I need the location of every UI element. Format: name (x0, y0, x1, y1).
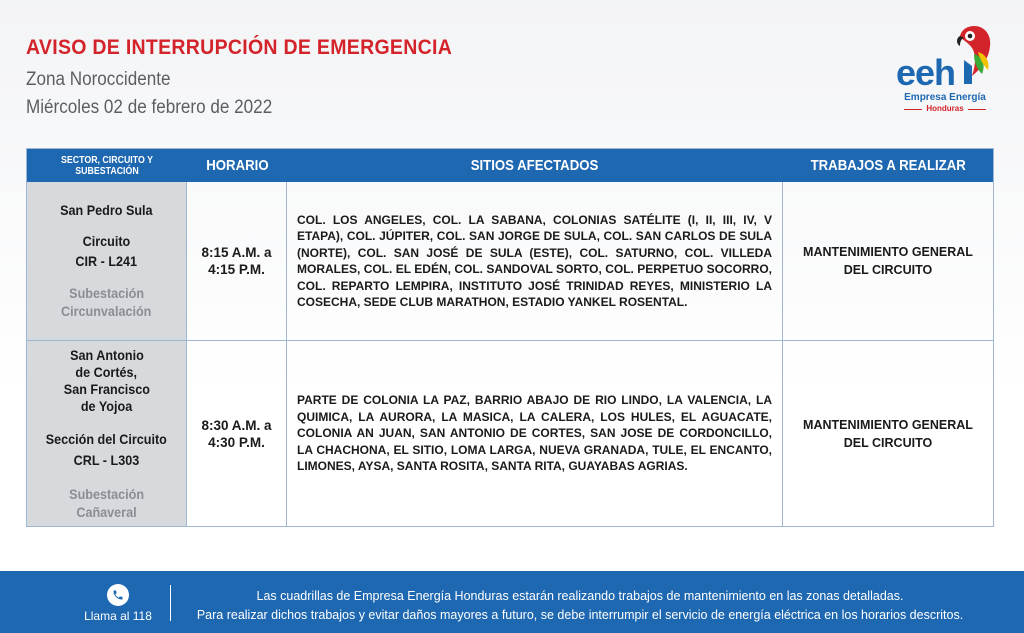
table-header (27, 149, 993, 182)
sector-name-line-1: San Antonio (69, 346, 144, 363)
logo-country: Honduras (926, 104, 964, 113)
header-horario: HORARIO (205, 157, 269, 174)
time-start: 8:15 A.M. a (201, 245, 272, 260)
work-cell (783, 182, 993, 340)
substation-label: Subestación (69, 485, 144, 502)
substation-name: Cañaveral (76, 503, 137, 520)
schedule-cell (187, 341, 287, 526)
work-line-1: MANTENIMIENTO GENERAL (803, 417, 973, 432)
logo-company-name: Empresa Energía (904, 92, 986, 103)
circuit-label: Sección del Circuito (45, 430, 168, 447)
call-label[interactable]: Llama al 118 (84, 609, 152, 623)
zone-label: Zona Noroccidente (26, 69, 171, 90)
footer-divider (170, 585, 171, 621)
table-row (27, 182, 993, 341)
circuit-code: CRL - L303 (73, 451, 140, 468)
substation-label: Subestación (69, 285, 144, 301)
sector-name-line-3: San Francisco (63, 380, 150, 397)
time-end: 4:15 P.M. (208, 262, 265, 277)
logo-brand: eeh (896, 52, 956, 93)
affected-sites: COL. LOS ANGELES, COL. LA SABANA, COLONIAS SATÉLITE (I, II, III, IV, V ETAPA), COL. JÚPITER, COL. SAN JORGE DE SULA, COL. SAN CARLOS DE SULA (NORTE), COL. SAN JOSÉ DE SULA (ESTE), COL. SATURNO, COL. VILLEDA MORALES, COL. EL EDÉN, COL. SANDOVAL SORTO, COL. PERPETUO SOCORRO, COL. REPARTO LEMPIRA, INSTITUTO JOSÉ TRINIDAD REYES, MINISTERIO LA COSECHA, SEDE CLUB MARATHON, ESTADIO YANKEL ROSENTAL. (297, 212, 772, 309)
parrot-logo-icon (952, 24, 992, 84)
affected-sites: PARTE DE COLONIA LA PAZ, BARRIO ABAJO DE RIO LINDO, LA VALENCIA, LA QUIMICA, LA AURORA, LA MASICA, LA CALERA, LOS HULES, EL AGUACATE, COLONIA AN JUAN, SAN ANTONIO DE CORTES, SAN JOSE DE CORDONCILLO, LA CHACHONA, EL SITIO, LOMA LARGA, NUEVA GRANADA, TULE, EL ENCANTO, LIMONES, AYSA, SANTA ROSITA, SANTA RITA, GUAYABAS AGRIAS. (297, 393, 772, 474)
footer-line-2: Para realizar dichos trabajos y evitar daños mayores a futuro, se debe interrumpir el servicio de energía eléctrica en los horarios descritos. (196, 608, 964, 622)
interruption-table (26, 148, 994, 527)
time-start: 8:30 A.M. a (201, 417, 272, 433)
time-end: 4:30 P.M. (208, 434, 265, 450)
substation-name: Circunvalación (61, 303, 152, 319)
page-title: AVISO DE INTERRUPCIÓN DE EMERGENCIA (26, 36, 453, 59)
date-label: Miércoles 02 de febrero de 2022 (26, 97, 273, 118)
work-cell (783, 341, 993, 526)
table-row (27, 341, 993, 526)
sites-cell (287, 341, 783, 526)
header-sector: SECTOR, CIRCUITO Y SUBESTACIÓN (61, 154, 153, 177)
circuit-label: Circuito (82, 233, 131, 249)
circuit-code: CIR - L241 (75, 253, 138, 269)
sites-cell (287, 182, 783, 340)
phone-icon[interactable] (107, 584, 129, 606)
work-line-1: MANTENIMIENTO GENERAL (803, 245, 973, 259)
sector-name: San Pedro Sula (60, 202, 153, 218)
footer-line-1: Las cuadrillas de Empresa Energía Honduras estarán realizando trabajos de mantenimiento en las zonas detalladas. (256, 589, 904, 603)
footer-banner (0, 571, 1024, 633)
work-line-2: DEL CIRCUITO (843, 435, 933, 450)
sector-cell (27, 341, 187, 526)
sector-name-line-2: de Cortés, (75, 363, 138, 380)
header-trabajos: TRABAJOS A REALIZAR (810, 157, 966, 174)
eeh-logo (892, 24, 996, 116)
sector-cell (27, 182, 187, 340)
header-sitios: SITIOS AFECTADOS (471, 157, 599, 174)
work-line-2: DEL CIRCUITO (843, 263, 933, 277)
schedule-cell (187, 182, 287, 340)
sector-name-line-4: de Yojoa (80, 397, 133, 414)
